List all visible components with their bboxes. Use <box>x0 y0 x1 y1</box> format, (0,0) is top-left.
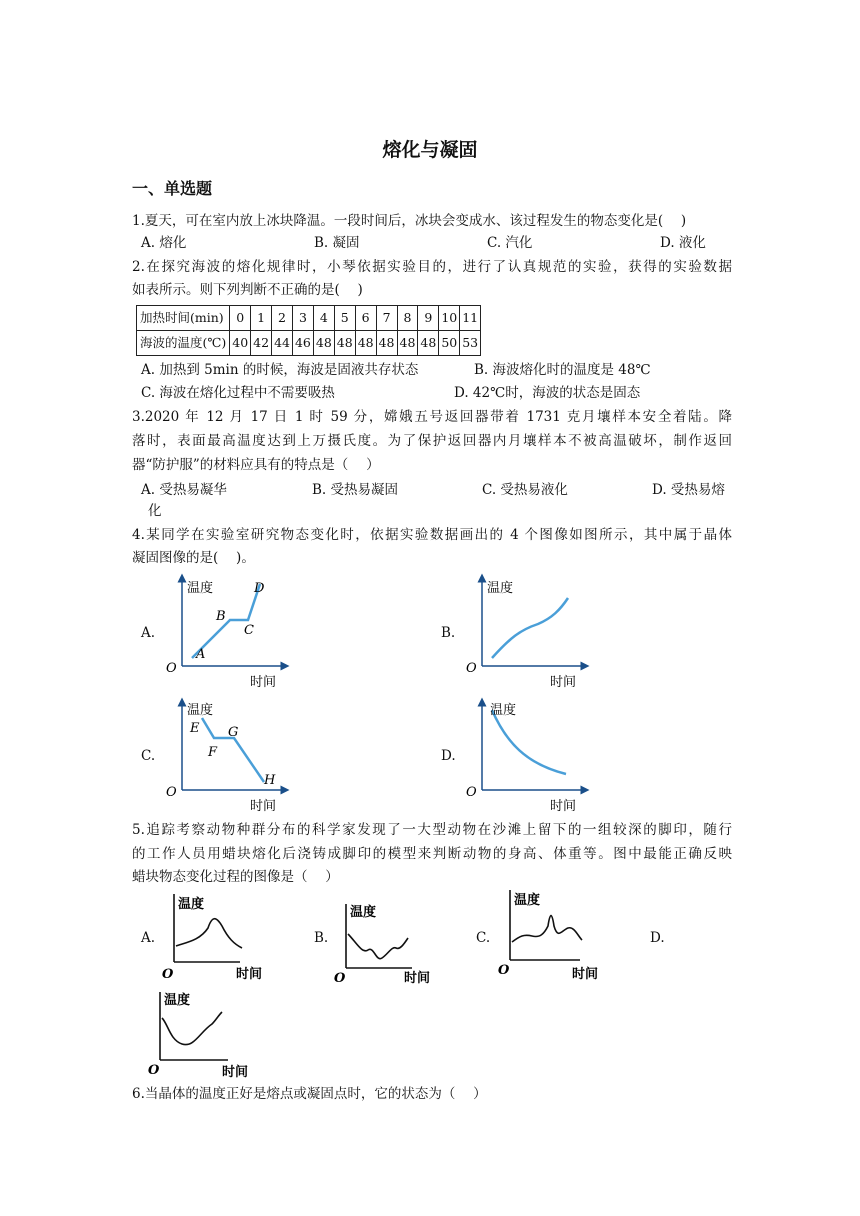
table-cell: 44 <box>272 331 293 356</box>
curve <box>492 598 568 658</box>
section-heading: 一、单选题 <box>132 179 213 198</box>
q4-graph-a <box>160 572 290 692</box>
question-2-stem-line1: 2.在探究海波的熔化规律时，小琴依据实验目的，进行了认真规范的实验，获得的实验数据 <box>132 259 732 275</box>
table-cell: 9 <box>418 306 439 331</box>
table-cell: 4 <box>313 306 334 331</box>
table-cell: 2 <box>272 306 293 331</box>
x-axis-label: 时间 <box>222 1065 249 1080</box>
origin-label: O <box>498 963 510 978</box>
x-axis-label: 时间 <box>236 967 263 982</box>
question-4-stem-line2: 凝固图像的是( )。 <box>132 550 255 566</box>
x-axis-label: 时间 <box>250 675 277 690</box>
q1-option-d: D. 液化 <box>660 235 706 251</box>
x-axis-label: 时间 <box>404 971 431 986</box>
question-3-stem-line2: 落时，表面最高温度达到上万摄氏度。为了保护返回器内月壤样本不被高温破坏，制作返回 <box>132 433 732 449</box>
q2-option-d: D. 42℃时，海波的状态是固态 <box>454 385 641 401</box>
x-axis-label: 时间 <box>572 967 599 982</box>
y-axis-label: 温度 <box>187 581 214 596</box>
table-cell: 48 <box>313 331 334 356</box>
q3-option-d-wrap: 化 <box>148 503 162 519</box>
table-cell: 40 <box>230 331 251 356</box>
table-cell: 48 <box>355 331 376 356</box>
table-cell: 48 <box>334 331 355 356</box>
table-cell: 3 <box>292 306 313 331</box>
origin-label: O <box>466 661 477 676</box>
q4-option-d: D. <box>441 748 456 764</box>
point-label: D <box>254 581 265 596</box>
y-axis-label: 温度 <box>514 893 541 908</box>
table-cell: 48 <box>397 331 418 356</box>
curve <box>492 710 566 774</box>
q4-graph-c <box>160 696 290 816</box>
q5-graph-d <box>146 988 261 1080</box>
table-cell: 42 <box>251 331 272 356</box>
q5-graph-a <box>160 890 270 985</box>
q3-option-b: B. 受热易凝固 <box>312 482 399 498</box>
q4-option-b: B. <box>441 625 456 641</box>
q1-option-a: A. 熔化 <box>141 235 187 251</box>
q2-option-c: C. 海波在熔化过程中不需要吸热 <box>141 385 335 401</box>
point-label: B <box>216 609 226 624</box>
question-5-stem-line1: 5.追踪考察动物种群分布的科学家发现了一大型动物在沙滩上留下的一组较深的脚印，随行 <box>132 822 732 838</box>
x-axis-label: 时间 <box>550 675 577 690</box>
y-axis-label: 温度 <box>350 905 377 920</box>
curve <box>348 934 408 959</box>
y-axis-label: 温度 <box>187 703 214 718</box>
curve <box>176 919 242 948</box>
q5-option-a: A. <box>141 930 156 946</box>
question-3-stem-line3: 器“防护服”的材料应具有的特点是（ ） <box>132 457 380 473</box>
q5-graph-c <box>494 886 609 982</box>
table-cell: 48 <box>418 331 439 356</box>
question-5-stem-line2: 的工作人员用蜡块熔化后浇铸成脚印的模型来判断动物的身高、体重等。图中最能正确反映 <box>132 846 732 862</box>
table-cell: 7 <box>376 306 397 331</box>
table-cell: 10 <box>439 306 460 331</box>
q1-option-b: B. 凝固 <box>314 235 360 251</box>
q2-option-b: B. 海波熔化时的温度是 48℃ <box>474 362 651 378</box>
question-3-stem-line1: 3.2020 年 12 月 17 日 1 时 59 分，嫦娥五号返回器带着 1731 克月壤样本安全着陆。降 <box>132 409 732 425</box>
point-label: H <box>264 773 276 788</box>
question-1-stem: 1.夏天，可在室内放上冰块降温。一段时间后，冰块会变成水、该过程发生的物态变化是( ) <box>132 213 687 229</box>
table-cell: 1 <box>251 306 272 331</box>
x-axis-label: 时间 <box>250 799 277 814</box>
table-cell: 53 <box>460 331 481 356</box>
table-row <box>137 331 481 356</box>
q4-graph-d <box>460 696 590 816</box>
origin-label: O <box>162 967 174 982</box>
q3-option-d: D. 受热易熔 <box>652 482 725 498</box>
table-cell: 50 <box>439 331 460 356</box>
q4-option-a: A. <box>141 625 156 641</box>
point-label: G <box>228 725 239 740</box>
table-cell: 6 <box>355 306 376 331</box>
q5-option-d: D. <box>650 930 665 946</box>
table-row <box>137 306 481 331</box>
question-6-stem: 6.当晶体的温度正好是熔点或凝固点时，它的状态为（ ） <box>132 1086 487 1102</box>
q5-graph-b <box>330 898 440 988</box>
origin-label: O <box>166 661 177 676</box>
table-cell: 5 <box>334 306 355 331</box>
table-cell: 0 <box>230 306 251 331</box>
y-axis-label: 温度 <box>164 993 191 1008</box>
point-label: E <box>190 721 200 736</box>
question-2-stem-line2: 如表所示。则下列判断不正确的是( ) <box>132 282 363 298</box>
curve <box>162 1012 222 1045</box>
question-4-stem-line1: 4.某同学在实验室研究物态变化时，依据实验数据画出的 4 个图像如图所示，其中属于晶体 <box>132 527 732 543</box>
origin-label: O <box>466 785 477 800</box>
page-title: 熔化与凝固 <box>382 139 478 161</box>
q5-option-b: B. <box>314 930 329 946</box>
data-table <box>136 305 481 356</box>
q3-option-c: C. 受热易液化 <box>482 482 568 498</box>
y-axis-label: 温度 <box>178 897 205 912</box>
q4-option-c: C. <box>141 748 156 764</box>
table-header-time: 加热时间(min) <box>137 306 230 331</box>
curve <box>512 916 582 943</box>
point-label: C <box>244 623 254 638</box>
table-header-temperature: 海波的温度(℃) <box>137 331 230 356</box>
q3-option-a: A. 受热易凝华 <box>141 482 227 498</box>
origin-label: O <box>148 1063 160 1078</box>
q5-option-c: C. <box>476 930 491 946</box>
point-label: A <box>196 647 206 662</box>
origin-label: O <box>166 785 177 800</box>
table-cell: 8 <box>397 306 418 331</box>
question-5-stem-line3: 蜡块物态变化过程的图像是（ ） <box>132 869 339 885</box>
q1-option-c: C. 汽化 <box>487 235 533 251</box>
x-axis-label: 时间 <box>550 799 577 814</box>
point-label: F <box>208 745 218 760</box>
q2-option-a: A. 加热到 5min 的时候，海波是固液共存状态 <box>141 362 419 378</box>
origin-label: O <box>334 971 346 986</box>
y-axis-label: 温度 <box>490 703 517 718</box>
table-cell: 48 <box>376 331 397 356</box>
q4-graph-b <box>460 572 590 692</box>
table-cell: 11 <box>460 306 481 331</box>
y-axis-label: 温度 <box>487 581 514 596</box>
table-cell: 46 <box>292 331 313 356</box>
